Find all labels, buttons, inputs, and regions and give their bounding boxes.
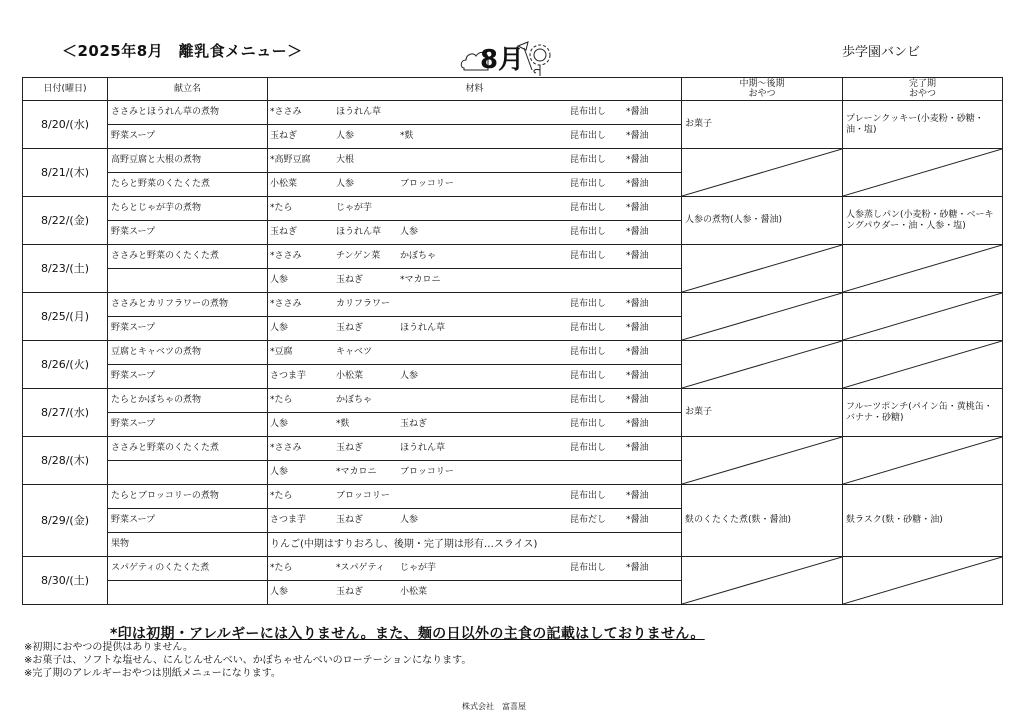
material: *マカロニ [336,467,377,477]
mid-snack: お菓子 [682,101,843,149]
dish-name: ささみとほうれん草の煮物 [108,101,268,125]
day-date: 8/26/(火) [23,341,108,389]
seasoning: *醤油 [626,227,649,237]
seasoning: 昆布出し [570,299,607,309]
mid-snack: お菓子 [682,389,843,437]
material: *たら [270,491,293,501]
dish-name: 豆腐とキャベツの煮物 [108,341,268,365]
mid-snack-empty [682,149,843,197]
day-date: 8/23/(土) [23,245,108,293]
seasoning: *醤油 [626,347,649,357]
seasoning: *醤油 [626,203,649,213]
seasoning: *醤油 [626,251,649,261]
header-mid-snack: 中期～後期 おやつ [682,78,843,101]
dish-name: 野菜スープ [108,125,268,149]
slash-line [843,437,1002,484]
dish-name [108,269,268,293]
seasoning: *醤油 [626,299,649,309]
material: 人参 [400,371,419,381]
seasoning: *醤油 [626,515,649,525]
allergy-notice: *印は初期・アレルギーには入りません。また、麺の日以外の主食の記載はしておりません。 [110,626,705,642]
final-snack-empty [843,341,1003,389]
sunflower-icon [458,38,558,78]
material: *ささみ [270,443,302,453]
materials-cell [268,437,682,461]
materials-cell [268,173,682,197]
seasoning: 昆布出し [570,227,607,237]
seasoning: 昆布出し [570,155,607,165]
material: *麩 [336,419,350,429]
material: 人参 [400,515,419,525]
materials-cell [268,509,682,533]
table-row [23,341,1003,365]
material: *ささみ [270,251,302,261]
material: 大根 [336,155,355,165]
day-date: 8/20/(水) [23,101,108,149]
material: 玉ねぎ [336,587,364,597]
materials-cell [268,197,682,221]
material: 玉ねぎ [400,419,428,429]
day-date: 8/21/(木) [23,149,108,197]
seasoning: 昆布出し [570,323,607,333]
slash-line [843,149,1002,196]
day-date: 8/30/(土) [23,557,108,605]
dish-name: スパゲティのくたくた煮 [108,557,268,581]
material: 小松菜 [400,587,428,597]
dish-name: 果物 [108,533,268,557]
materials-cell [268,461,682,485]
day-date: 8/22/(金) [23,197,108,245]
material: 人参 [336,131,355,141]
materials-cell [268,221,682,245]
table-row [23,389,1003,413]
table-row [23,197,1003,221]
final-snack: 人参蒸しパン(小麦粉・砂糖・ベーキングパウダー・油・人参・塩) [843,197,1003,245]
table-row [23,557,1003,581]
mid-snack-empty [682,245,843,293]
material: チンゲン菜 [336,251,381,261]
material: 玉ねぎ [270,131,298,141]
dish-name [108,581,268,605]
seasoning: 昆布出し [570,131,607,141]
materials-cell [268,341,682,365]
seasoning: 昆布出し [570,419,607,429]
materials-cell [268,317,682,341]
material: *たら [270,203,293,213]
material: *麩 [400,131,414,141]
materials-cell [268,365,682,389]
seasoning: 昆布出し [570,179,607,189]
dish-name: たらと野菜のくたくた煮 [108,173,268,197]
material: さつま芋 [270,515,307,525]
table-row [23,437,1003,461]
table-row [23,149,1003,173]
dish-name: 野菜スープ [108,509,268,533]
seasoning: *醤油 [626,563,649,573]
material-note: りんご(中期はすりおろし、後期・完了期は形有…スライス) [270,539,538,550]
mid-snack-empty [682,341,843,389]
material: キャベツ [336,347,373,357]
slash-line [843,293,1002,340]
material: *マカロニ [400,275,441,285]
day-date: 8/25/(月) [23,293,108,341]
day-date: 8/27/(水) [23,389,108,437]
header-materials: 材料 [268,78,682,101]
table-row [23,485,1003,509]
slash-line [682,293,842,340]
mid-snack: 人参の煮物(人参・醤油) [682,197,843,245]
slash-line [843,557,1002,604]
dish-name: たらとかぼちゃの煮物 [108,389,268,413]
seasoning: *醤油 [626,491,649,501]
final-snack: 麩ラスク(麩・砂糖・油) [843,485,1003,557]
material: ほうれん草 [400,323,446,333]
material: 人参 [270,587,289,597]
organization-name: 歩学園バンビ [842,45,921,60]
mid-snack-empty [682,557,843,605]
material: さつま芋 [270,371,307,381]
day-date: 8/28/(木) [23,437,108,485]
material: 人参 [270,467,289,477]
final-snack-empty [843,293,1003,341]
seasoning: *醤油 [626,371,649,381]
seasoning: *醤油 [626,179,649,189]
month-logo-text: 8月 [480,45,525,75]
final-snack: フルーツポンチ(パイン缶・黄桃缶・バナナ・砂糖) [843,389,1003,437]
seasoning: 昆布出し [570,395,607,405]
mid-snack-empty [682,293,843,341]
mid-snack: 麩のくたくた煮(麩・醤油) [682,485,843,557]
dish-name: たらとブロッコリーの煮物 [108,485,268,509]
material: *スパゲティ [336,563,385,573]
material: じゃが芋 [400,563,437,573]
materials-cell [268,149,682,173]
dish-name: 高野豆腐と大根の煮物 [108,149,268,173]
material: カリフラワー [336,299,391,309]
seasoning: 昆布出し [570,203,607,213]
dish-name: 野菜スープ [108,317,268,341]
material: かぼちゃ [336,395,373,405]
material: 人参 [270,275,289,285]
material: じゃが芋 [336,203,373,213]
slash-line [682,557,842,604]
dish-name: 野菜スープ [108,413,268,437]
dish-name [108,461,268,485]
header-dish: 献立名 [108,78,268,101]
materials-cell [268,101,682,125]
material: 玉ねぎ [336,515,364,525]
seasoning: 昆布出し [570,251,607,261]
seasoning: *醤油 [626,419,649,429]
header-date: 日付(曜日) [23,78,108,101]
material: ブロッコリー [400,179,454,189]
slash-line [843,245,1002,292]
materials-cell [268,557,682,581]
note-line: ※完了期のアレルギーおやつは別紙メニューになります。 [24,668,281,679]
dish-name: ささみと野菜のくたくた煮 [108,437,268,461]
seasoning: *醤油 [626,395,649,405]
material: ほうれん草 [400,443,446,453]
material: かぼちゃ [400,251,437,261]
material: 玉ねぎ [336,275,364,285]
seasoning: 昆布だし [570,515,607,525]
materials-cell [268,581,682,605]
materials-cell [268,413,682,437]
slash-line [843,341,1002,388]
material: ブロッコリー [336,491,390,501]
slash-line [682,149,842,196]
material: ブロッコリー [400,467,454,477]
seasoning: 昆布出し [570,107,607,117]
material: *たら [270,395,293,405]
final-snack-empty [843,149,1003,197]
header-final-snack: 完了期 おやつ [843,78,1003,101]
material: *豆腐 [270,347,293,357]
table-row [23,245,1003,269]
materials-cell [268,125,682,149]
note-line: ※お菓子は、ソフトな塩せん、にんじんせんべい、かぼちゃせんべいのローテーションになります。 [24,655,472,666]
materials-cell [268,293,682,317]
seasoning: *醤油 [626,107,649,117]
material: 人参 [400,227,419,237]
final-snack-empty [843,557,1003,605]
table-row [23,101,1003,125]
seasoning: *醤油 [626,323,649,333]
mid-snack-empty [682,437,843,485]
material: *高野豆腐 [270,155,311,165]
materials-cell [268,485,682,509]
company-footer: 株式会社 富喜屋 [462,702,526,711]
seasoning: *醤油 [626,131,649,141]
material: ほうれん草 [336,107,382,117]
seasoning: 昆布出し [570,563,607,573]
final-snack-empty [843,437,1003,485]
seasoning: *醤油 [626,155,649,165]
slash-line [682,245,842,292]
final-snack: プレーンクッキー(小麦粉・砂糖・油・塩) [843,101,1003,149]
month-logo [458,38,558,78]
seasoning: 昆布出し [570,371,607,381]
materials-cell [268,269,682,293]
seasoning: 昆布出し [570,491,607,501]
material: *ささみ [270,299,302,309]
materials-cell [268,245,682,269]
page-title: ＜2025年8月 離乳食メニュー＞ [62,42,303,60]
seasoning: *醤油 [626,443,649,453]
material: 小松菜 [336,371,364,381]
notes [24,641,471,680]
material: 玉ねぎ [336,323,364,333]
material: 人参 [270,419,289,429]
note-line: ※初期におやつの提供はありません。 [24,642,193,653]
materials-cell [268,389,682,413]
material: *たら [270,563,293,573]
dish-name: たらとじゃが芋の煮物 [108,197,268,221]
material: *ささみ [270,107,302,117]
seasoning: 昆布出し [570,347,607,357]
table-row [23,293,1003,317]
menu-table [22,77,1003,605]
materials-cell [268,533,682,557]
dish-name: ささみとカリフラワーの煮物 [108,293,268,317]
seasoning: 昆布出し [570,443,607,453]
material: 人参 [336,179,355,189]
dish-name: ささみと野菜のくたくた煮 [108,245,268,269]
material: 玉ねぎ [336,443,364,453]
material: ほうれん草 [336,227,382,237]
final-snack-empty [843,245,1003,293]
material: 玉ねぎ [270,227,298,237]
dish-name: 野菜スープ [108,221,268,245]
slash-line [682,341,842,388]
material: 小松菜 [270,179,298,189]
slash-line [682,437,842,484]
material: 人参 [270,323,289,333]
dish-name: 野菜スープ [108,365,268,389]
day-date: 8/29/(金) [23,485,108,557]
